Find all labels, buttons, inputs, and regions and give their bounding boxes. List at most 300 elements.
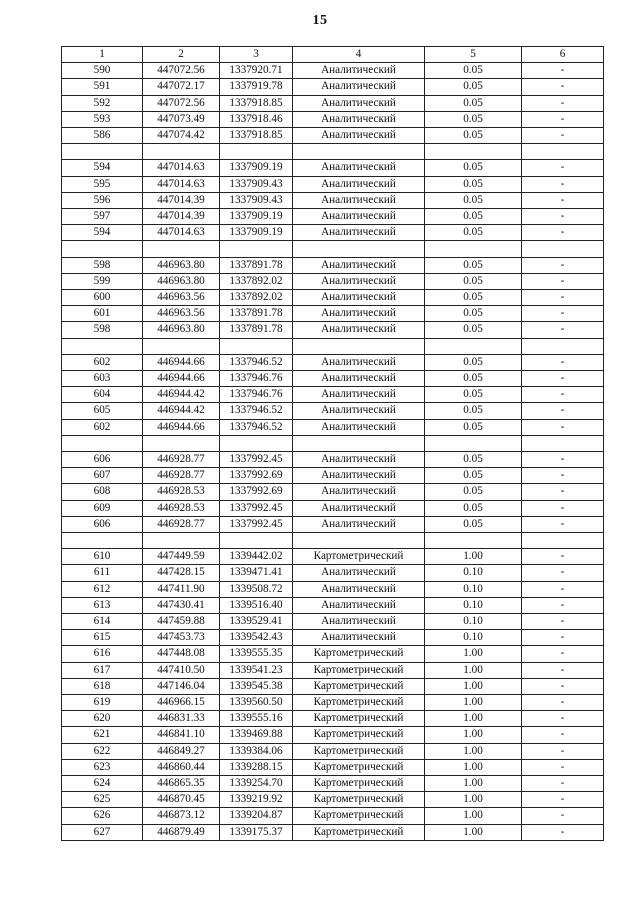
table-row <box>62 192 604 208</box>
point-number-cell <box>62 533 143 549</box>
accuracy-cell: 0.05 <box>425 290 522 306</box>
point-number-cell: 591 <box>62 79 143 95</box>
method-cell: Аналитический <box>293 160 425 176</box>
accuracy-cell: 0.05 <box>425 516 522 532</box>
point-number-cell: 596 <box>62 192 143 208</box>
y-coordinate-cell: 1339555.35 <box>220 646 293 662</box>
y-coordinate-cell: 1337946.52 <box>220 403 293 419</box>
method-cell: Аналитический <box>293 322 425 338</box>
note-cell <box>522 533 604 549</box>
note-cell: - <box>522 727 604 743</box>
accuracy-cell <box>425 241 522 257</box>
x-coordinate-cell: 446963.80 <box>143 322 220 338</box>
point-number-cell: 600 <box>62 290 143 306</box>
x-coordinate-cell: 447410.50 <box>143 662 220 678</box>
accuracy-cell: 1.00 <box>425 678 522 694</box>
method-cell: Аналитический <box>293 387 425 403</box>
y-coordinate-cell: 1339508.72 <box>220 581 293 597</box>
y-coordinate-cell: 1337992.45 <box>220 516 293 532</box>
table-row <box>62 371 604 387</box>
point-number-cell: 610 <box>62 549 143 565</box>
x-coordinate-cell: 447449.59 <box>143 549 220 565</box>
table-row <box>62 241 604 257</box>
accuracy-cell <box>425 338 522 354</box>
method-cell: Картометрический <box>293 776 425 792</box>
y-coordinate-cell: 1337946.76 <box>220 387 293 403</box>
accuracy-cell: 0.05 <box>425 306 522 322</box>
note-cell: - <box>522 776 604 792</box>
y-coordinate-cell: 1339529.41 <box>220 614 293 630</box>
table-row <box>62 727 604 743</box>
method-cell: Картометрический <box>293 759 425 775</box>
note-cell: - <box>522 111 604 127</box>
method-cell: Аналитический <box>293 306 425 322</box>
point-number-cell: 597 <box>62 209 143 225</box>
method-cell: Аналитический <box>293 273 425 289</box>
table-row <box>62 338 604 354</box>
accuracy-cell: 0.05 <box>425 387 522 403</box>
note-cell: - <box>522 614 604 630</box>
note-cell: - <box>522 630 604 646</box>
x-coordinate-cell: 446928.53 <box>143 500 220 516</box>
y-coordinate-cell: 1337920.71 <box>220 63 293 79</box>
method-cell: Картометрический <box>293 549 425 565</box>
y-coordinate-cell: 1337946.52 <box>220 419 293 435</box>
point-number-cell: 595 <box>62 176 143 192</box>
method-cell: Аналитический <box>293 63 425 79</box>
y-coordinate-cell: 1339384.06 <box>220 743 293 759</box>
method-cell <box>293 338 425 354</box>
accuracy-cell: 0.10 <box>425 597 522 613</box>
y-coordinate-cell: 1337909.43 <box>220 192 293 208</box>
point-number-cell: 606 <box>62 516 143 532</box>
table-row <box>62 646 604 662</box>
y-coordinate-cell: 1337919.78 <box>220 79 293 95</box>
method-cell <box>293 241 425 257</box>
method-cell: Аналитический <box>293 192 425 208</box>
note-cell: - <box>522 354 604 370</box>
x-coordinate-cell: 447073.49 <box>143 111 220 127</box>
y-coordinate-cell: 1339471.41 <box>220 565 293 581</box>
x-coordinate-cell: 446928.77 <box>143 468 220 484</box>
table-row <box>62 419 604 435</box>
point-number-cell: 613 <box>62 597 143 613</box>
point-number-cell: 617 <box>62 662 143 678</box>
method-cell: Картометрический <box>293 711 425 727</box>
y-coordinate-cell: 1337891.78 <box>220 322 293 338</box>
note-cell: - <box>522 322 604 338</box>
note-cell: - <box>522 759 604 775</box>
method-cell: Аналитический <box>293 516 425 532</box>
y-coordinate-cell: 1339442.02 <box>220 549 293 565</box>
x-coordinate-cell: 447448.08 <box>143 646 220 662</box>
table-row <box>62 484 604 500</box>
point-number-cell: 609 <box>62 500 143 516</box>
column-header-5: 5 <box>425 47 522 63</box>
y-coordinate-cell: 1339516.40 <box>220 597 293 613</box>
note-cell: - <box>522 306 604 322</box>
x-coordinate-cell: 447411.90 <box>143 581 220 597</box>
table-row <box>62 403 604 419</box>
table-row <box>62 743 604 759</box>
method-cell: Аналитический <box>293 565 425 581</box>
point-number-cell: 614 <box>62 614 143 630</box>
note-cell: - <box>522 225 604 241</box>
note-cell: - <box>522 808 604 824</box>
accuracy-cell: 0.05 <box>425 484 522 500</box>
y-coordinate-cell: 1339542.43 <box>220 630 293 646</box>
method-cell: Аналитический <box>293 354 425 370</box>
y-coordinate-cell: 1337946.76 <box>220 371 293 387</box>
table-row <box>62 322 604 338</box>
table-row <box>62 435 604 451</box>
method-cell: Аналитический <box>293 581 425 597</box>
x-coordinate-cell: 446860.44 <box>143 759 220 775</box>
table-row <box>62 630 604 646</box>
point-number-cell: 592 <box>62 95 143 111</box>
note-cell: - <box>522 581 604 597</box>
table-row <box>62 290 604 306</box>
method-cell <box>293 435 425 451</box>
table-row <box>62 678 604 694</box>
accuracy-cell: 0.05 <box>425 160 522 176</box>
method-cell: Аналитический <box>293 79 425 95</box>
y-coordinate-cell: 1337992.45 <box>220 452 293 468</box>
table-row <box>62 792 604 808</box>
accuracy-cell: 0.10 <box>425 581 522 597</box>
method-cell: Аналитический <box>293 403 425 419</box>
x-coordinate-cell <box>143 144 220 160</box>
table-row <box>62 354 604 370</box>
y-coordinate-cell: 1337909.43 <box>220 176 293 192</box>
y-coordinate-cell: 1337992.69 <box>220 484 293 500</box>
accuracy-cell: 0.05 <box>425 128 522 144</box>
accuracy-cell: 0.05 <box>425 192 522 208</box>
accuracy-cell: 0.05 <box>425 95 522 111</box>
point-number-cell: 624 <box>62 776 143 792</box>
x-coordinate-cell: 446944.66 <box>143 419 220 435</box>
method-cell: Аналитический <box>293 452 425 468</box>
x-coordinate-cell: 447072.56 <box>143 63 220 79</box>
x-coordinate-cell: 446944.42 <box>143 387 220 403</box>
table-row <box>62 63 604 79</box>
point-number-cell: 603 <box>62 371 143 387</box>
x-coordinate-cell: 446963.80 <box>143 273 220 289</box>
x-coordinate-cell: 447014.63 <box>143 225 220 241</box>
point-number-cell: 594 <box>62 225 143 241</box>
method-cell: Аналитический <box>293 419 425 435</box>
accuracy-cell: 1.00 <box>425 695 522 711</box>
point-number-cell <box>62 241 143 257</box>
method-cell: Аналитический <box>293 290 425 306</box>
point-number-cell: 586 <box>62 128 143 144</box>
x-coordinate-cell: 447146.04 <box>143 678 220 694</box>
accuracy-cell: 0.05 <box>425 273 522 289</box>
x-coordinate-cell: 446879.49 <box>143 824 220 840</box>
point-number-cell: 612 <box>62 581 143 597</box>
accuracy-cell: 0.05 <box>425 500 522 516</box>
accuracy-cell: 1.00 <box>425 549 522 565</box>
x-coordinate-cell: 446963.56 <box>143 306 220 322</box>
method-cell <box>293 533 425 549</box>
accuracy-cell: 1.00 <box>425 711 522 727</box>
accuracy-cell: 0.05 <box>425 419 522 435</box>
point-number-cell: 621 <box>62 727 143 743</box>
point-number-cell: 620 <box>62 711 143 727</box>
x-coordinate-cell: 446841.10 <box>143 727 220 743</box>
y-coordinate-cell: 1339555.16 <box>220 711 293 727</box>
accuracy-cell: 0.05 <box>425 468 522 484</box>
method-cell: Картометрический <box>293 662 425 678</box>
point-number-cell: 616 <box>62 646 143 662</box>
accuracy-cell: 0.05 <box>425 209 522 225</box>
y-coordinate-cell: 1339254.70 <box>220 776 293 792</box>
note-cell: - <box>522 63 604 79</box>
x-coordinate-cell: 447430.41 <box>143 597 220 613</box>
x-coordinate-cell <box>143 338 220 354</box>
accuracy-cell: 0.05 <box>425 79 522 95</box>
note-cell: - <box>522 468 604 484</box>
table-row <box>62 452 604 468</box>
x-coordinate-cell <box>143 435 220 451</box>
note-cell <box>522 435 604 451</box>
table-row <box>62 468 604 484</box>
page-number: 15 <box>312 13 328 28</box>
x-coordinate-cell: 447072.56 <box>143 95 220 111</box>
table-row <box>62 306 604 322</box>
point-number-cell: 625 <box>62 792 143 808</box>
y-coordinate-cell: 1337892.02 <box>220 290 293 306</box>
point-number-cell: 626 <box>62 808 143 824</box>
x-coordinate-cell: 446831.33 <box>143 711 220 727</box>
x-coordinate-cell: 446849.27 <box>143 743 220 759</box>
x-coordinate-cell: 446928.77 <box>143 452 220 468</box>
note-cell: - <box>522 695 604 711</box>
column-header-4: 4 <box>293 47 425 63</box>
x-coordinate-cell: 446873.12 <box>143 808 220 824</box>
y-coordinate-cell: 1337992.45 <box>220 500 293 516</box>
y-coordinate-cell: 1337892.02 <box>220 273 293 289</box>
y-coordinate-cell: 1339204.87 <box>220 808 293 824</box>
note-cell: - <box>522 549 604 565</box>
y-coordinate-cell <box>220 241 293 257</box>
accuracy-cell: 1.00 <box>425 646 522 662</box>
y-coordinate-cell: 1339545.38 <box>220 678 293 694</box>
accuracy-cell <box>425 435 522 451</box>
point-number-cell: 607 <box>62 468 143 484</box>
note-cell: - <box>522 711 604 727</box>
x-coordinate-cell: 446944.66 <box>143 371 220 387</box>
point-number-cell: 615 <box>62 630 143 646</box>
accuracy-cell: 1.00 <box>425 743 522 759</box>
y-coordinate-cell: 1339541.23 <box>220 662 293 678</box>
note-cell: - <box>522 176 604 192</box>
method-cell: Картометрический <box>293 808 425 824</box>
y-coordinate-cell: 1337992.69 <box>220 468 293 484</box>
method-cell: Аналитический <box>293 597 425 613</box>
note-cell: - <box>522 95 604 111</box>
point-number-cell: 602 <box>62 419 143 435</box>
note-cell <box>522 241 604 257</box>
y-coordinate-cell: 1337909.19 <box>220 160 293 176</box>
x-coordinate-cell: 446928.53 <box>143 484 220 500</box>
table-row <box>62 776 604 792</box>
table-row <box>62 160 604 176</box>
note-cell: - <box>522 290 604 306</box>
point-number-cell: 627 <box>62 824 143 840</box>
table-row <box>62 614 604 630</box>
note-cell: - <box>522 500 604 516</box>
point-number-cell: 598 <box>62 322 143 338</box>
accuracy-cell: 0.05 <box>425 63 522 79</box>
note-cell <box>522 338 604 354</box>
point-number-cell: 608 <box>62 484 143 500</box>
point-number-cell: 619 <box>62 695 143 711</box>
table-row <box>62 176 604 192</box>
note-cell <box>522 144 604 160</box>
y-coordinate-cell: 1339560.50 <box>220 695 293 711</box>
accuracy-cell <box>425 144 522 160</box>
x-coordinate-cell: 446870.45 <box>143 792 220 808</box>
y-coordinate-cell <box>220 144 293 160</box>
x-coordinate-cell <box>143 533 220 549</box>
y-coordinate-cell: 1337891.78 <box>220 257 293 273</box>
x-coordinate-cell: 446963.80 <box>143 257 220 273</box>
table-row <box>62 111 604 127</box>
method-cell: Аналитический <box>293 111 425 127</box>
x-coordinate-cell: 447014.63 <box>143 160 220 176</box>
accuracy-cell: 0.10 <box>425 630 522 646</box>
y-coordinate-cell: 1337891.78 <box>220 306 293 322</box>
method-cell: Аналитический <box>293 371 425 387</box>
y-coordinate-cell: 1339469.88 <box>220 727 293 743</box>
method-cell: Картометрический <box>293 695 425 711</box>
note-cell: - <box>522 597 604 613</box>
point-number-cell: 593 <box>62 111 143 127</box>
note-cell: - <box>522 79 604 95</box>
x-coordinate-cell: 447014.63 <box>143 176 220 192</box>
table-row <box>62 387 604 403</box>
column-header-3: 3 <box>220 47 293 63</box>
x-coordinate-cell: 447453.73 <box>143 630 220 646</box>
table-row <box>62 273 604 289</box>
method-cell <box>293 144 425 160</box>
note-cell: - <box>522 646 604 662</box>
point-number-cell <box>62 435 143 451</box>
x-coordinate-cell: 447072.17 <box>143 79 220 95</box>
point-number-cell: 598 <box>62 257 143 273</box>
table-row <box>62 533 604 549</box>
point-number-cell: 622 <box>62 743 143 759</box>
point-number-cell: 618 <box>62 678 143 694</box>
x-coordinate-cell: 447014.39 <box>143 192 220 208</box>
accuracy-cell: 1.00 <box>425 759 522 775</box>
method-cell: Аналитический <box>293 484 425 500</box>
note-cell: - <box>522 160 604 176</box>
accuracy-cell: 0.10 <box>425 565 522 581</box>
method-cell: Картометрический <box>293 646 425 662</box>
accuracy-cell <box>425 533 522 549</box>
y-coordinate-cell: 1337918.85 <box>220 128 293 144</box>
y-coordinate-cell: 1337909.19 <box>220 225 293 241</box>
coordinates-table <box>61 46 604 841</box>
y-coordinate-cell <box>220 533 293 549</box>
note-cell: - <box>522 792 604 808</box>
point-number-cell: 602 <box>62 354 143 370</box>
point-number-cell <box>62 338 143 354</box>
method-cell: Картометрический <box>293 824 425 840</box>
accuracy-cell: 1.00 <box>425 824 522 840</box>
table-row <box>62 257 604 273</box>
point-number-cell: 590 <box>62 63 143 79</box>
note-cell: - <box>522 192 604 208</box>
note-cell: - <box>522 452 604 468</box>
table-row <box>62 662 604 678</box>
x-coordinate-cell: 446944.42 <box>143 403 220 419</box>
method-cell: Аналитический <box>293 176 425 192</box>
accuracy-cell: 0.05 <box>425 403 522 419</box>
x-coordinate-cell <box>143 241 220 257</box>
x-coordinate-cell: 446963.56 <box>143 290 220 306</box>
y-coordinate-cell: 1337918.46 <box>220 111 293 127</box>
x-coordinate-cell: 446865.35 <box>143 776 220 792</box>
table-row <box>62 209 604 225</box>
y-coordinate-cell: 1339175.37 <box>220 824 293 840</box>
method-cell: Картометрический <box>293 743 425 759</box>
y-coordinate-cell: 1339219.92 <box>220 792 293 808</box>
method-cell: Картометрический <box>293 727 425 743</box>
note-cell: - <box>522 743 604 759</box>
method-cell: Аналитический <box>293 225 425 241</box>
x-coordinate-cell: 447459.88 <box>143 614 220 630</box>
column-header-1: 1 <box>62 47 143 63</box>
point-number-cell: 601 <box>62 306 143 322</box>
table-row <box>62 95 604 111</box>
accuracy-cell: 0.05 <box>425 225 522 241</box>
table-header <box>62 47 604 63</box>
table-row <box>62 695 604 711</box>
table-row <box>62 808 604 824</box>
method-cell: Картометрический <box>293 678 425 694</box>
x-coordinate-cell: 447428.15 <box>143 565 220 581</box>
method-cell: Аналитический <box>293 209 425 225</box>
y-coordinate-cell <box>220 435 293 451</box>
table-row <box>62 144 604 160</box>
method-cell: Аналитический <box>293 128 425 144</box>
accuracy-cell: 0.05 <box>425 322 522 338</box>
x-coordinate-cell: 447014.39 <box>143 209 220 225</box>
method-cell: Аналитический <box>293 468 425 484</box>
note-cell: - <box>522 209 604 225</box>
column-header-6: 6 <box>522 47 604 63</box>
accuracy-cell: 0.05 <box>425 354 522 370</box>
note-cell: - <box>522 403 604 419</box>
accuracy-cell: 0.05 <box>425 452 522 468</box>
table-row <box>62 824 604 840</box>
table-row <box>62 597 604 613</box>
y-coordinate-cell: 1337909.19 <box>220 209 293 225</box>
y-coordinate-cell: 1339288.15 <box>220 759 293 775</box>
table-row <box>62 225 604 241</box>
note-cell: - <box>522 516 604 532</box>
note-cell: - <box>522 257 604 273</box>
y-coordinate-cell: 1337918.85 <box>220 95 293 111</box>
header-row <box>62 47 604 63</box>
accuracy-cell: 0.05 <box>425 257 522 273</box>
note-cell: - <box>522 484 604 500</box>
point-number-cell: 599 <box>62 273 143 289</box>
table-row <box>62 759 604 775</box>
